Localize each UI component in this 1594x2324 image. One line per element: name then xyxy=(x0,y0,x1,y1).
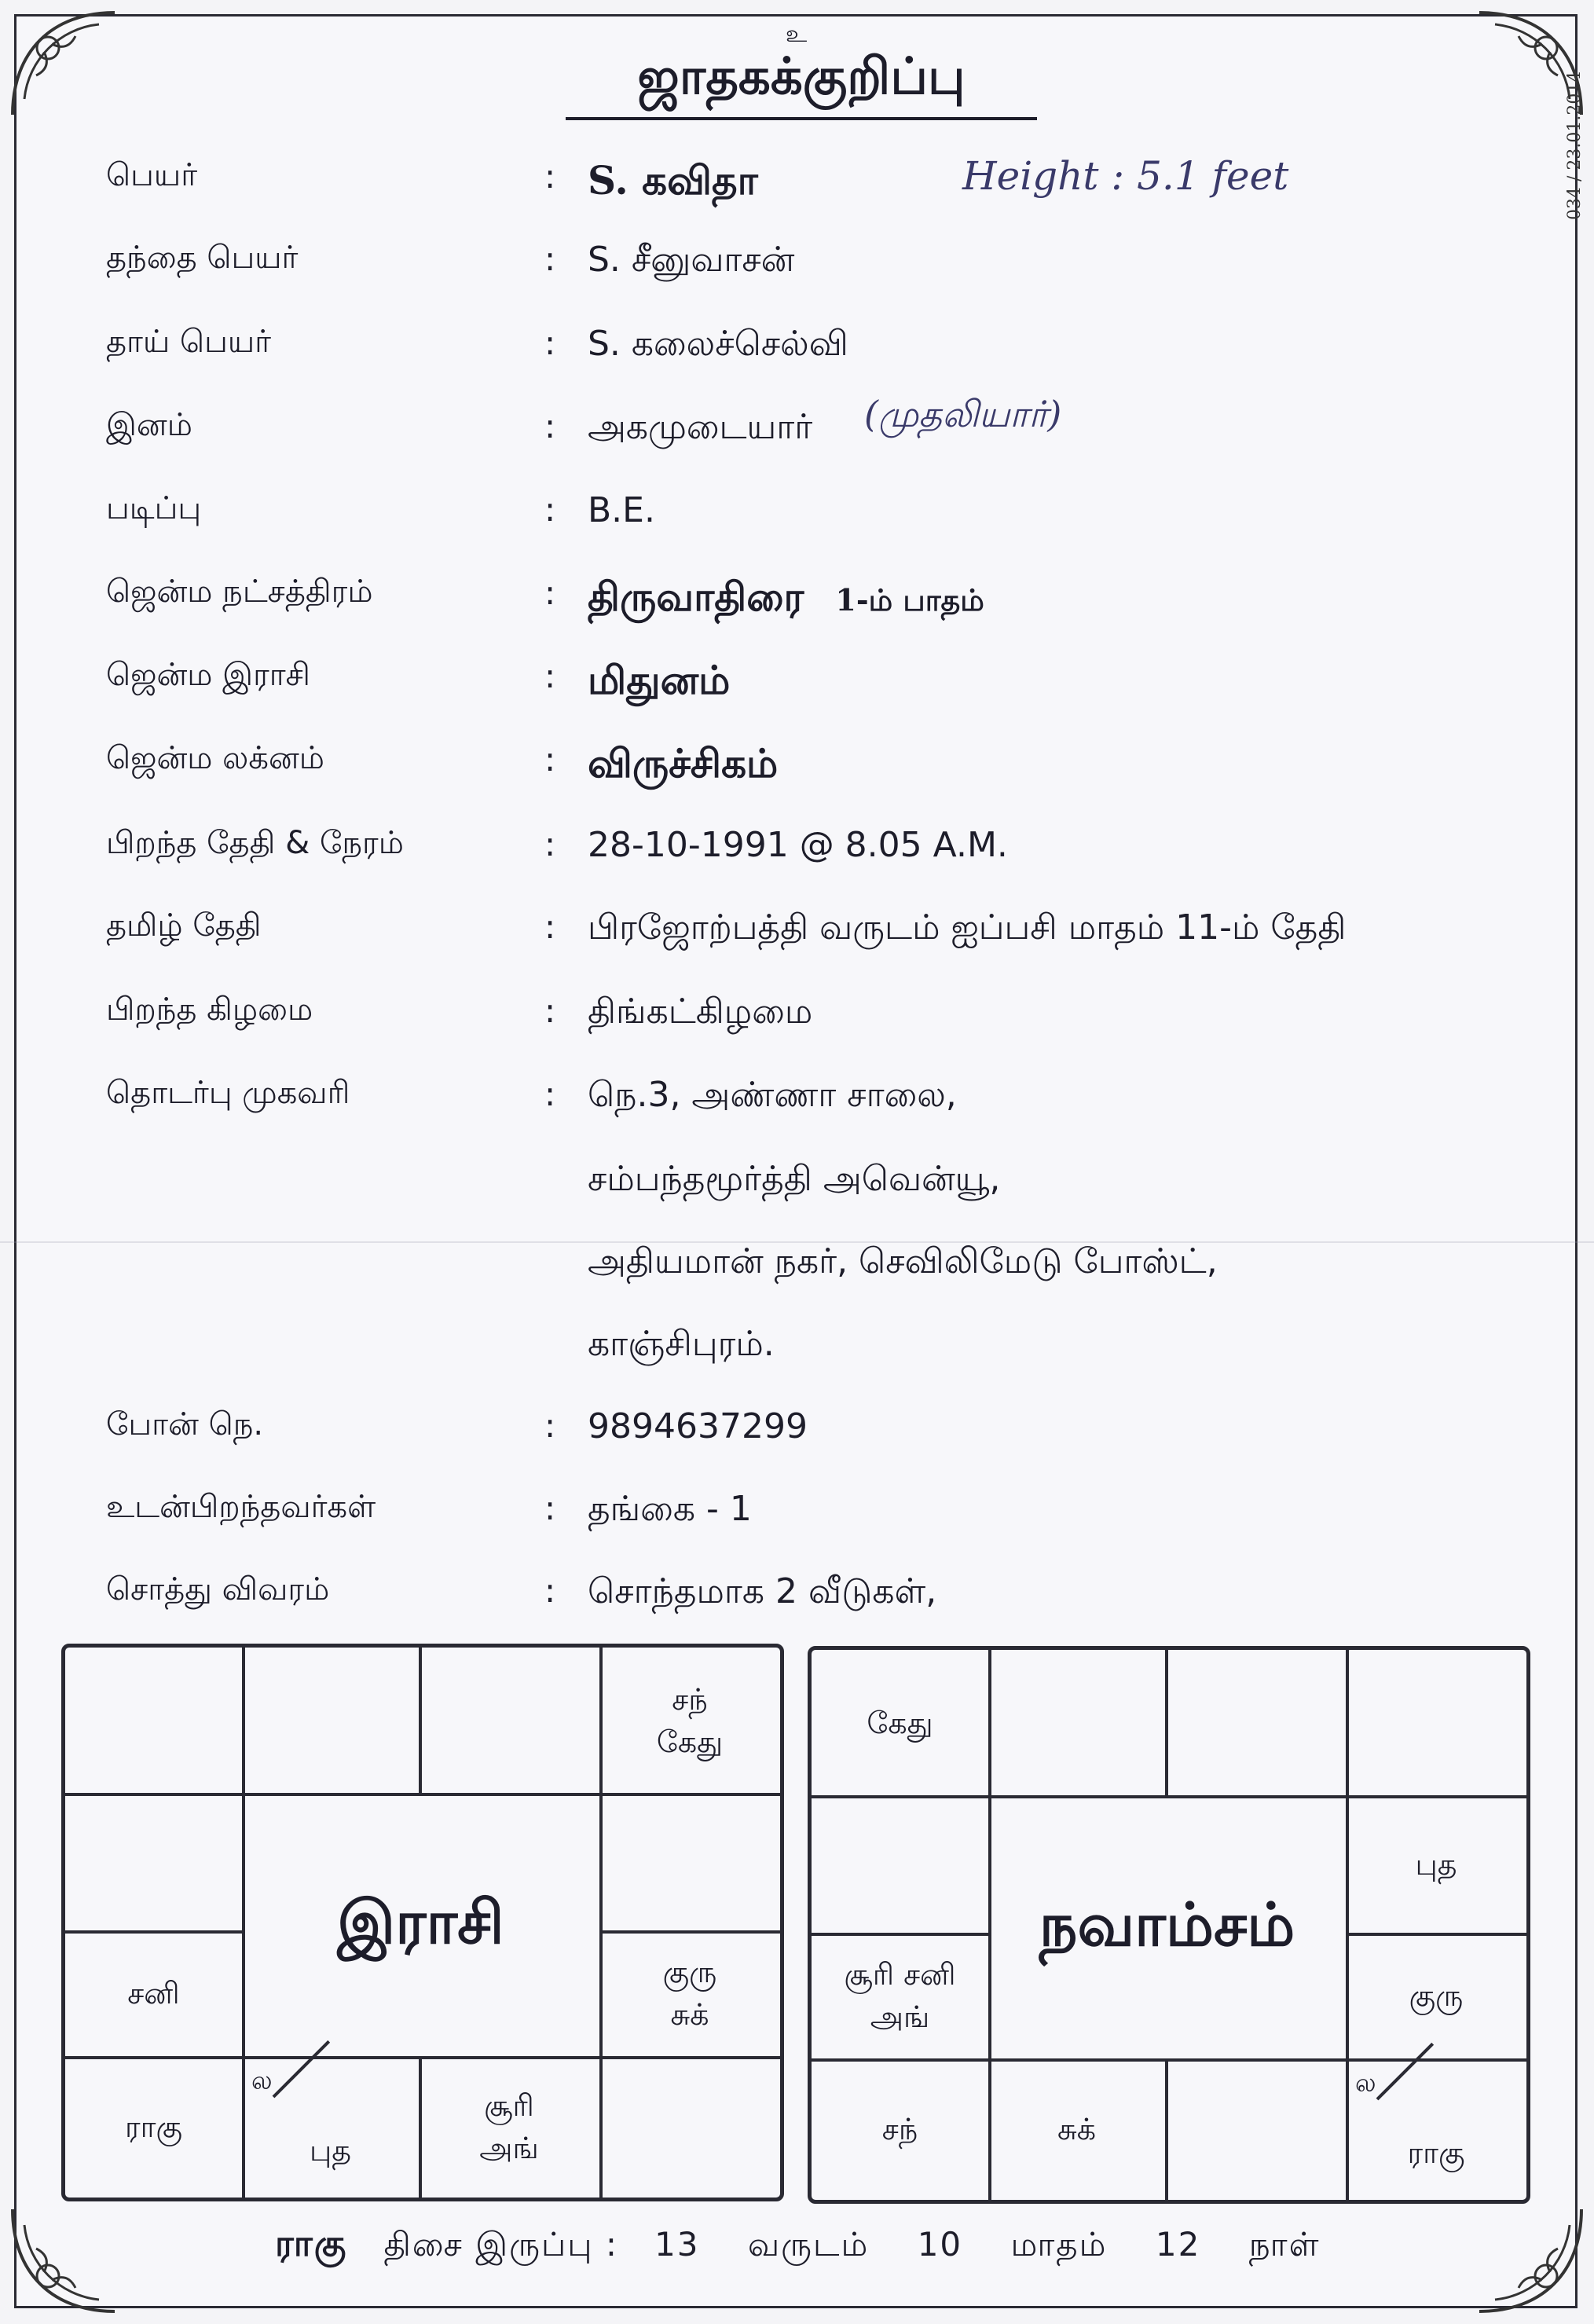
lagna-mark: ல xyxy=(1355,2068,1376,2098)
house-planets: சந் கேது xyxy=(656,1681,724,1759)
detail-value-extra: 1-ம் பாதம் xyxy=(835,582,984,618)
house-planets: சந் xyxy=(881,2112,918,2146)
detail-value xyxy=(588,240,794,284)
detail-label: தந்தை பெயர் xyxy=(106,240,299,276)
detail-value-text: காஞ்சிபுரம். xyxy=(588,1324,775,1364)
detail-colon: : xyxy=(544,407,556,445)
detail-value-text: நெ.3, அண்ணா சாலை, xyxy=(588,1075,957,1115)
detail-colon: : xyxy=(544,740,556,779)
detail-colon: : xyxy=(544,1075,556,1113)
detail-value-text: S. சீனுவாசன் xyxy=(588,240,795,280)
detail-value xyxy=(588,1406,808,1446)
grid-line xyxy=(1165,1650,1168,1795)
detail-colon: : xyxy=(544,657,556,695)
detail-label: தொடர்பு முகவரி xyxy=(106,1075,350,1111)
detail-label: தமிழ் தேதி xyxy=(106,907,262,944)
detail-value xyxy=(588,407,812,452)
invocation-mark: உ xyxy=(786,20,808,48)
detail-value-text: S. கலைச்செல்வி xyxy=(588,324,848,364)
detail-value xyxy=(588,1241,1218,1286)
detail-value xyxy=(588,324,848,368)
detail-value-text: மிதுனம் xyxy=(588,657,731,703)
detail-value-text: 9894637299 xyxy=(588,1406,808,1446)
detail-colon: : xyxy=(544,1489,556,1527)
detail-label: பிறந்த தேதி & நேரம் xyxy=(106,825,404,861)
detail-label: பிறந்த கிழமை xyxy=(106,992,313,1028)
detail-colon: : xyxy=(544,907,556,946)
lagna-mark: ல xyxy=(251,2066,273,2095)
detail-value-text: திருவாதிரை xyxy=(588,574,804,620)
detail-value xyxy=(588,1159,1000,1204)
detail-colon: : xyxy=(544,157,556,196)
detail-value xyxy=(588,907,1346,952)
detail-value xyxy=(588,825,1008,865)
detail-value-text: அகமுடையார் xyxy=(588,407,813,447)
grid-line xyxy=(65,1793,780,1796)
dasa-planet: ராகு xyxy=(275,2222,348,2264)
detail-value-text: தங்கை - 1 xyxy=(588,1489,752,1529)
detail-label: பெயர் xyxy=(106,157,198,193)
detail-label: சொத்து விவரம் xyxy=(106,1571,330,1607)
dasa-label: திசை இருப்பு : xyxy=(383,2225,619,2264)
corner-ornament-icon xyxy=(5,2201,123,2319)
detail-value-text: 28-10-1991 @ 8.05 A.M. xyxy=(588,825,1008,865)
handwritten-caste-note: (முதலியார்) xyxy=(864,393,1062,435)
house-planets: புத xyxy=(309,2133,352,2168)
detail-label: ஜென்ம லக்னம் xyxy=(106,740,324,776)
detail-value xyxy=(588,1571,936,1616)
dasa-months-unit: மாதம் xyxy=(1010,2225,1108,2264)
document-title: ஜாதகக்குறிப்பு xyxy=(566,47,1037,120)
detail-value-text: சம்பந்தமூர்த்தி அவென்யூ, xyxy=(588,1159,1001,1199)
dasa-years-unit: வருடம் xyxy=(747,2225,870,2264)
rasi-chart xyxy=(61,1644,784,2201)
corner-ornament-icon xyxy=(1471,2201,1589,2319)
detail-value xyxy=(588,992,812,1036)
house-planets: ராகு xyxy=(1407,2135,1465,2170)
chart-title: நவாம்சம் xyxy=(1039,1890,1295,1959)
detail-colon: : xyxy=(544,574,556,612)
grid-line xyxy=(419,1648,422,1793)
detail-label: இனம் xyxy=(106,407,192,443)
detail-value-text: விருச்சிகம் xyxy=(588,740,779,786)
detail-colon: : xyxy=(544,825,556,863)
house-planets: ராகு xyxy=(124,2110,183,2144)
navamsa-chart xyxy=(808,1646,1530,2204)
detail-value-text: பிரஜோற்பத்தி வருடம் ஐப்பசி மாதம் 11-ம் தேதி xyxy=(588,907,1347,948)
detail-value xyxy=(588,1075,957,1120)
detail-label: தாய் பெயர் xyxy=(106,324,272,360)
detail-value xyxy=(588,657,730,709)
house-planets: குரு சுக் xyxy=(662,1955,717,2032)
dasa-balance xyxy=(275,2222,1321,2270)
corner-ornament-icon xyxy=(5,5,123,123)
detail-colon: : xyxy=(544,490,556,529)
detail-colon: : xyxy=(544,240,556,278)
detail-value xyxy=(588,157,758,209)
detail-value xyxy=(588,1489,752,1534)
detail-label: உடன்பிறந்தவர்கள் xyxy=(106,1489,376,1525)
house-planets: சுக் xyxy=(1057,2112,1097,2146)
house-planets: சனி xyxy=(127,1976,180,2011)
dasa-years: 13 xyxy=(654,2225,700,2264)
detail-colon: : xyxy=(544,1571,556,1610)
detail-label: போன் நெ. xyxy=(106,1406,264,1442)
detail-value xyxy=(588,1324,775,1369)
detail-colon: : xyxy=(544,1406,556,1445)
detail-value xyxy=(588,574,984,625)
house-planets: குரு xyxy=(1409,1978,1464,2013)
detail-label: படிப்பு xyxy=(106,490,202,526)
detail-label: ஜென்ம இராசி xyxy=(106,657,310,693)
house-planets: கேது xyxy=(867,1705,933,1740)
dasa-days-unit: நாள் xyxy=(1248,2225,1321,2264)
house-planets: சூரி அங் xyxy=(479,2088,539,2165)
detail-value-text: சொந்தமாக 2 வீடுகள், xyxy=(588,1571,937,1611)
dasa-months: 10 xyxy=(917,2225,963,2264)
chart-title: இராசி xyxy=(337,1887,504,1957)
detail-value xyxy=(588,490,655,530)
detail-label: ஜென்ம நட்சத்திரம் xyxy=(106,574,373,610)
detail-value xyxy=(588,740,778,792)
detail-colon: : xyxy=(544,324,556,362)
house-planets: புத xyxy=(1415,1846,1457,1882)
dasa-days: 12 xyxy=(1155,2225,1201,2264)
detail-colon: : xyxy=(544,992,556,1030)
detail-value-text: B.E. xyxy=(588,490,655,530)
house-planets: சூரி சனி அங் xyxy=(844,1957,956,2034)
grid-line xyxy=(1165,2058,1168,2200)
detail-value-text: அதியமான் நகர், செவிலிமேடு போஸ்ட், xyxy=(588,1241,1218,1281)
handwritten-height-note: Height : 5.1 feet xyxy=(962,153,1289,199)
detail-value-text: திங்கட்கிழமை xyxy=(588,992,813,1032)
side-stamp: 034 / 23.01.2014 xyxy=(1565,71,1585,220)
detail-value-text: S. கவிதா xyxy=(588,157,758,203)
